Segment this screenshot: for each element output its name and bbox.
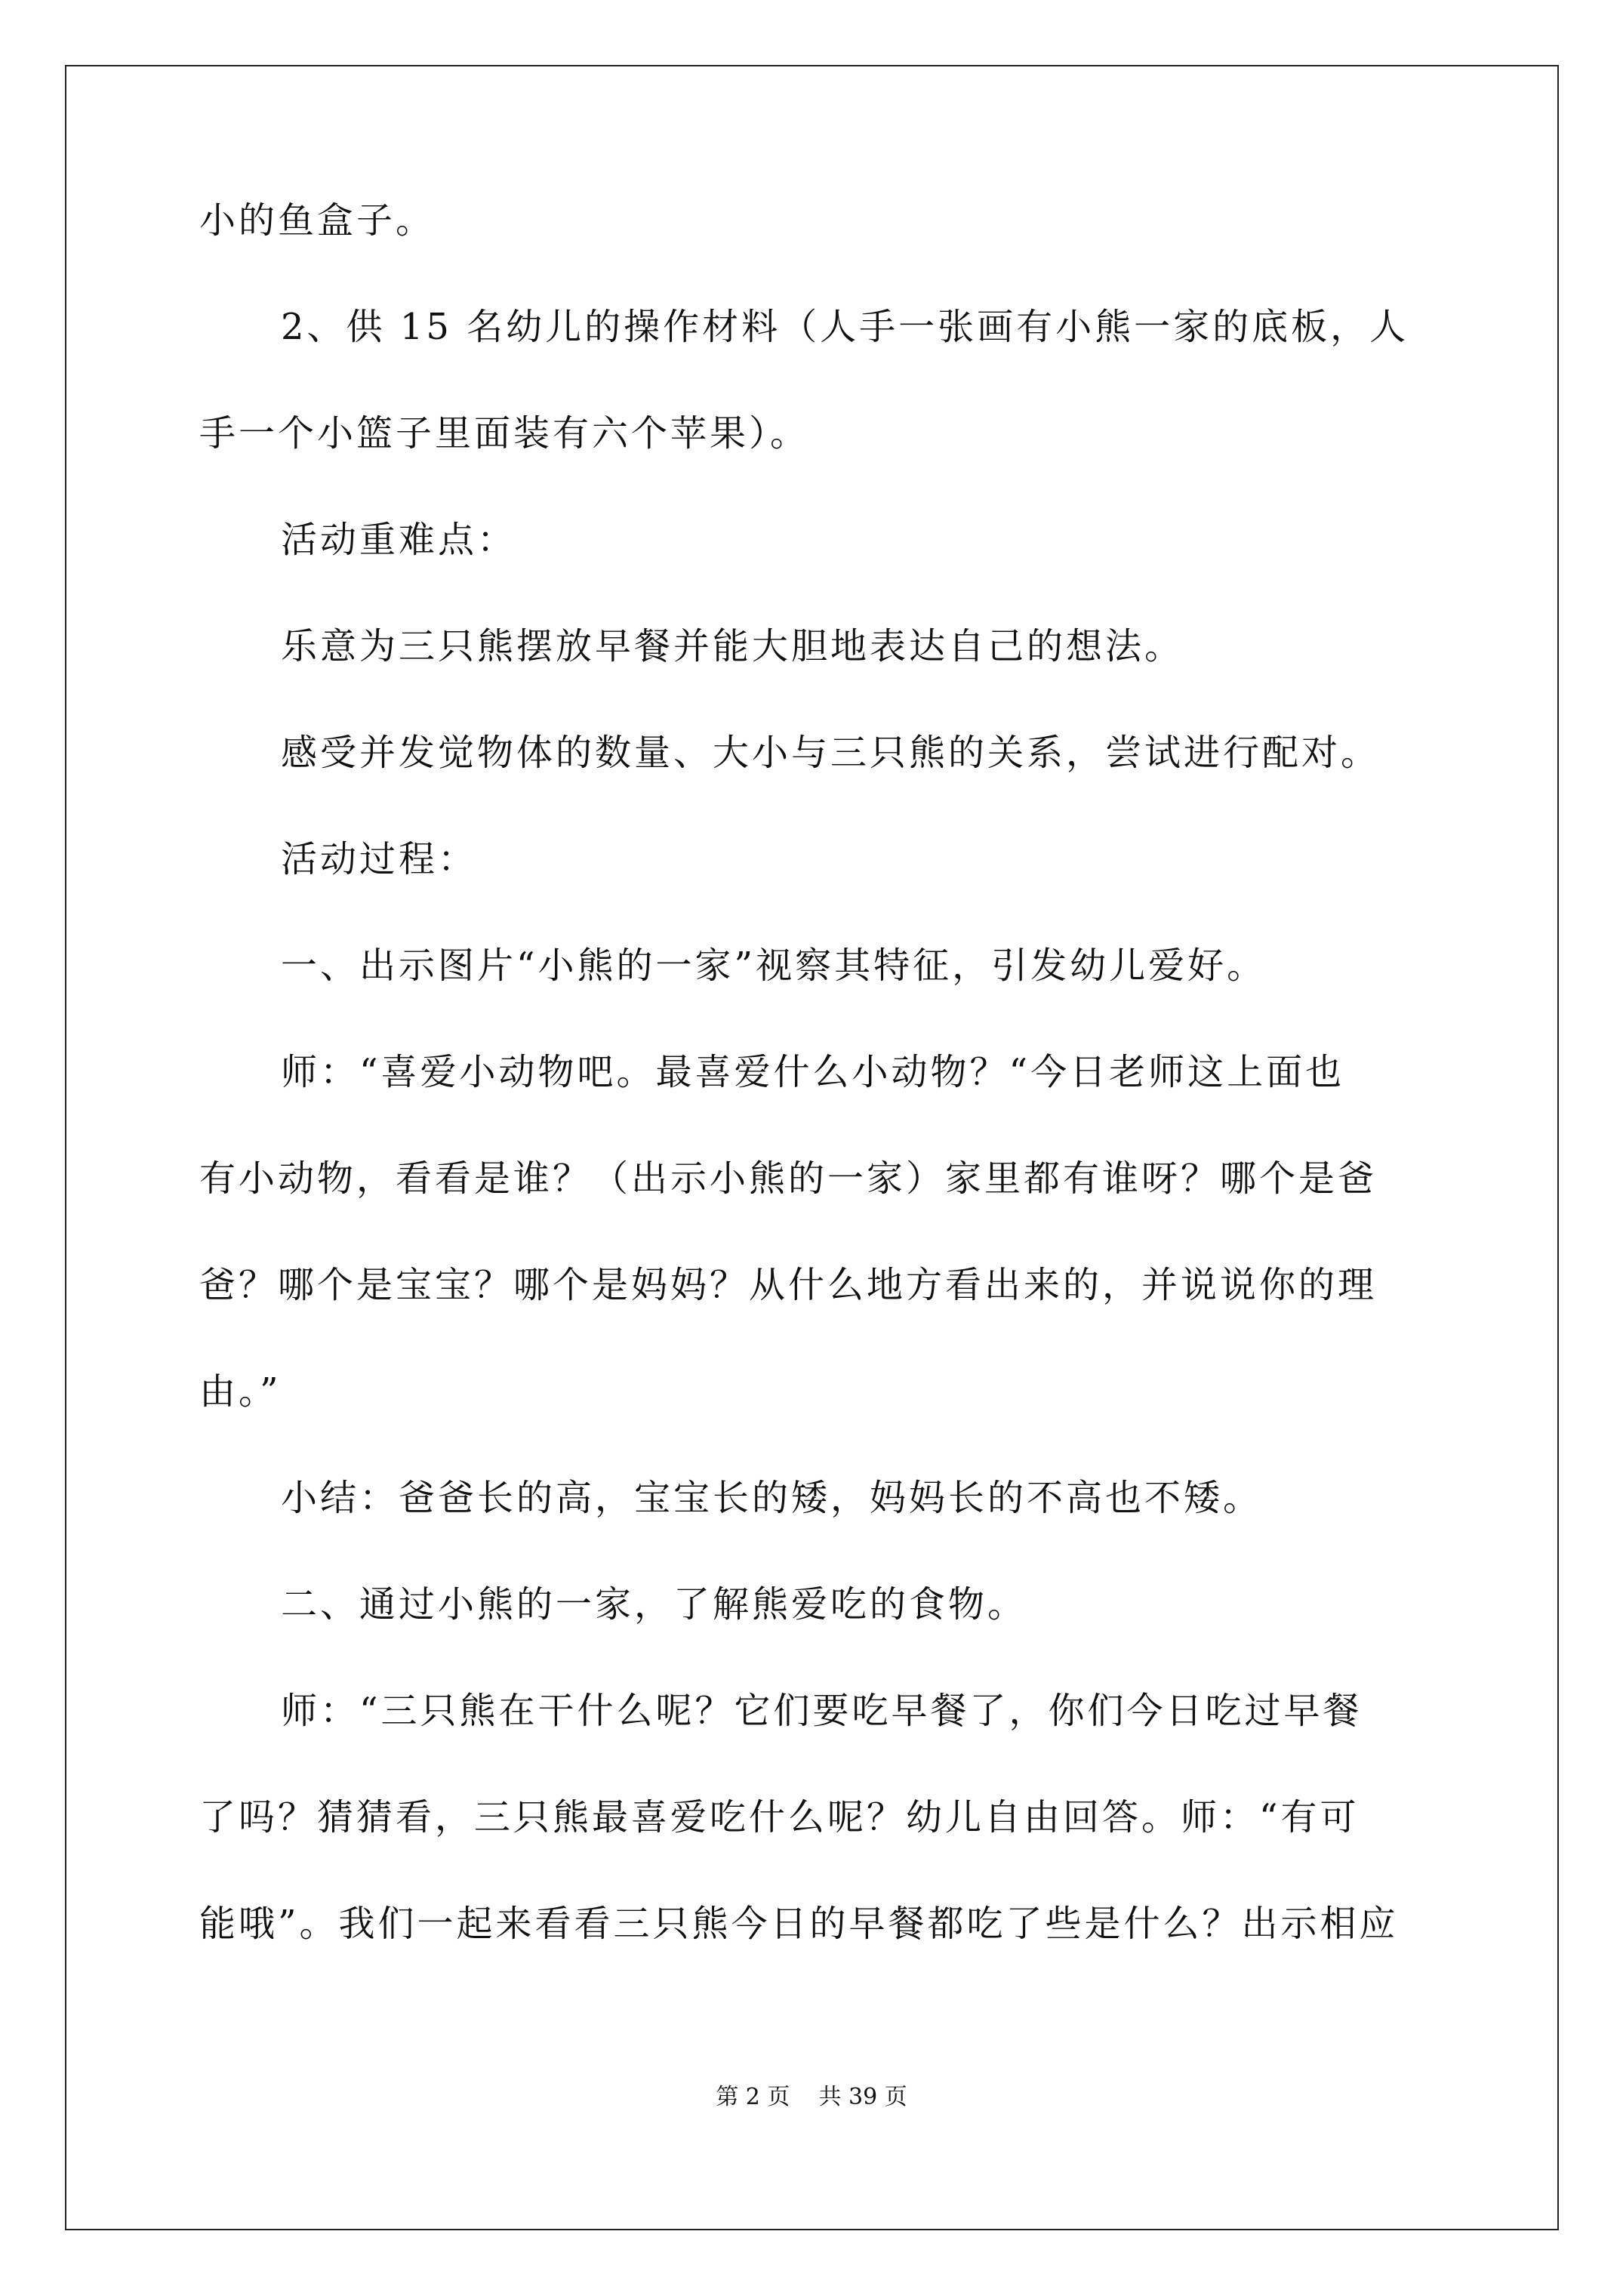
text-line: 乐意为三只熊摆放早餐并能大胆地表达自己的想法。	[281, 625, 1184, 667]
page-number-footer: 第 2 页 共 39 页	[716, 2084, 907, 2110]
text-line: 有小动物，看看是谁？（出示小熊的一家）家里都有谁呀？哪个是爸	[199, 1157, 1378, 1200]
text-line: 一、出示图片“小熊的一家”视察其特征，引发幼儿爱好。	[281, 945, 1267, 987]
text-line: 感受并发觉物体的数量、大小与三只熊的关系，尝试进行配对。	[281, 732, 1381, 774]
text-line: 二、通过小熊的一家，了解熊爱吃的食物。	[281, 1583, 1027, 1626]
text-line: 了吗？猜猜看，三只熊最喜爱吃什么呢？幼儿自由回答。师：“有可	[199, 1796, 1360, 1838]
text-line: 爸？哪个是宝宝？哪个是妈妈？从什么地方看出来的，并说说你的理	[199, 1264, 1378, 1306]
text-line: 由。”	[199, 1370, 282, 1413]
text-line: 手一个小篮子里面装有六个苹果）。	[199, 412, 810, 455]
text-line: 2、供 15 名幼儿的操作材料（人手一张画有小熊一家的底板，人	[281, 306, 1409, 348]
text-line: 师：“三只熊在干什么呢？它们要吃早餐了，你们今日吃过早餐	[281, 1690, 1363, 1732]
text-line: 小的鱼盒子。	[199, 199, 436, 242]
text-line: 师：“喜爱小动物吧。最喜爱什么小动物？“今日老师这上面也	[281, 1051, 1345, 1093]
text-line: 活动过程：	[281, 838, 478, 880]
text-line: 小结：爸爸长的高，宝宝长的矮，妈妈长的不高也不矮。	[281, 1477, 1263, 1519]
text-line: 活动重难点：	[281, 519, 517, 561]
text-line: 能哦”。我们一起来看看三只熊今日的早餐都吃了些是什么？出示相应	[199, 1903, 1399, 1945]
